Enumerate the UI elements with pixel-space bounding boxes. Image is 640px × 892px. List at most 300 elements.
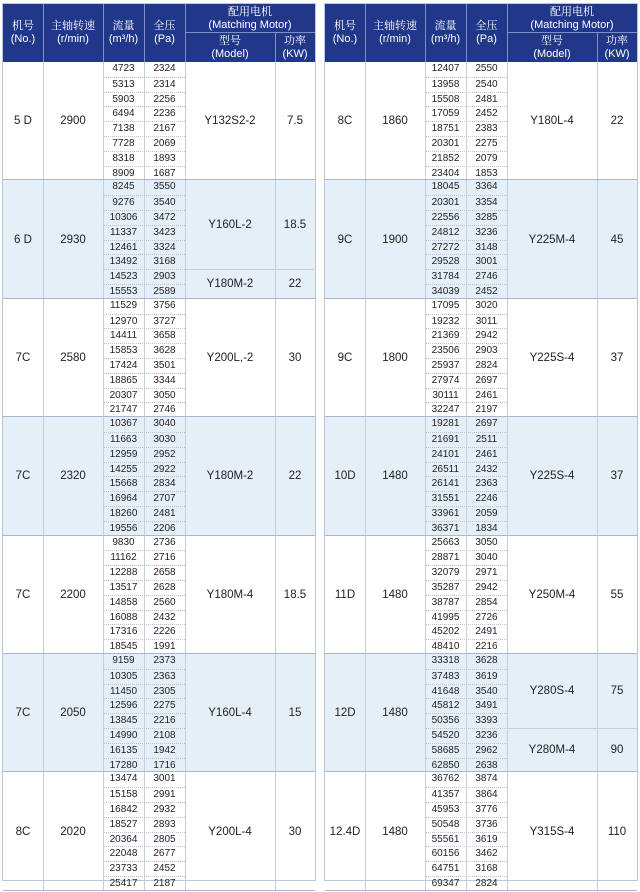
flow-value: 11450 <box>109 685 138 697</box>
flow-value: 12407 <box>431 63 460 74</box>
flow-value: 13517 <box>109 581 138 593</box>
motor-model: Y180M-2 <box>206 277 254 290</box>
table-row <box>425 536 507 551</box>
flow-value: 26141 <box>431 478 460 490</box>
pressure-value: 2893 <box>153 818 176 830</box>
pressure-value: 2707 <box>153 493 176 505</box>
flow-value: 16135 <box>109 744 138 756</box>
table-row <box>103 787 185 803</box>
pressure-value: 3540 <box>153 197 176 209</box>
pressure-value: 2952 <box>153 448 176 460</box>
pressure-value: 3462 <box>475 848 498 860</box>
speed-value: 1860 <box>382 115 408 128</box>
flow-value: 7728 <box>112 138 135 149</box>
pressure-value: 2716 <box>153 552 176 564</box>
table-row <box>425 358 507 374</box>
flow-value: 13492 <box>109 256 138 268</box>
pressure-value: 3011 <box>475 315 498 327</box>
table-row <box>103 417 185 432</box>
table-row <box>425 713 507 729</box>
pressure-value: 2854 <box>475 596 498 608</box>
table-row <box>425 180 507 195</box>
pressure-value: 3020 <box>475 299 498 311</box>
flow-value: 45202 <box>431 626 460 638</box>
flow-value: 14255 <box>109 463 138 475</box>
pressure-value: 2432 <box>153 611 176 623</box>
pressure-value: 3168 <box>153 256 176 268</box>
machine-no: 11D <box>334 588 356 601</box>
motor-power: 90 <box>610 744 624 757</box>
flow-value: 12596 <box>109 700 138 712</box>
table-row <box>103 728 185 744</box>
pressure-value: 2540 <box>475 78 498 90</box>
table-row <box>425 151 507 167</box>
pressure-value: 2481 <box>475 93 498 105</box>
table-row <box>103 254 185 270</box>
flow-value: 18545 <box>109 641 138 653</box>
speed-value: 1480 <box>382 825 408 838</box>
flow-value: 17280 <box>109 759 138 771</box>
flow-value: 12461 <box>109 241 138 253</box>
table-row <box>425 832 507 848</box>
pressure-value: 2206 <box>153 522 176 534</box>
flow-value: 45953 <box>431 803 460 815</box>
flow-value: 6494 <box>112 108 135 120</box>
flow-value: 24101 <box>431 448 460 460</box>
machine-no: 7C <box>15 588 31 601</box>
header-divider <box>425 4 426 62</box>
flow-value: 17059 <box>431 108 460 120</box>
motor-power: 7.5 <box>287 115 303 128</box>
table-row <box>103 684 185 700</box>
pressure-value: 3040 <box>475 552 498 564</box>
header-speed: 主轴转速 (r/min) <box>373 20 417 45</box>
flow-value: 19281 <box>431 418 460 430</box>
table-row-group <box>325 62 637 180</box>
pressure-value: 3423 <box>153 226 176 238</box>
flow-value: 17095 <box>431 299 460 311</box>
flow-value: 25937 <box>431 359 460 371</box>
pressure-value: 2069 <box>153 138 176 149</box>
table-row <box>425 77 507 93</box>
motor-power: 110 <box>607 825 627 838</box>
pressure-value: 2834 <box>153 478 176 490</box>
flow-value: 8909 <box>112 167 135 179</box>
pressure-value: 3776 <box>475 803 498 815</box>
flow-value: 25417 <box>109 877 138 889</box>
pressure-value: 2461 <box>475 448 498 460</box>
pressure-value: 2942 <box>475 581 498 593</box>
table-row <box>425 373 507 389</box>
machine-no: 9C <box>337 351 353 364</box>
machine-no: 12.4D <box>329 825 361 838</box>
flow-value: 50356 <box>431 715 460 727</box>
pressure-value: 3619 <box>475 670 498 682</box>
table-row <box>103 195 185 211</box>
header-flow: 流量 (m³/h) <box>108 20 139 45</box>
pressure-value: 2511 <box>475 433 498 445</box>
table-row <box>103 610 185 626</box>
flow-value: 18751 <box>431 123 460 135</box>
flow-value: 34039 <box>431 285 460 297</box>
machine-no: 10D <box>334 470 356 483</box>
pressure-value: 2373 <box>153 655 176 666</box>
flow-value: 19232 <box>431 315 460 327</box>
flow-value: 23404 <box>431 167 460 179</box>
speed-value: 2200 <box>60 588 86 601</box>
table-row <box>425 580 507 596</box>
pressure-value: 2079 <box>475 152 498 164</box>
flow-value: 11663 <box>109 433 138 445</box>
pressure-value: 2677 <box>153 848 176 860</box>
pressure-value: 2746 <box>153 404 176 416</box>
motor-divider <box>507 728 637 729</box>
flow-value: 16964 <box>109 493 138 505</box>
motor-power: 37 <box>610 470 624 483</box>
flow-value: 45812 <box>431 700 460 712</box>
flow-value: 5903 <box>112 93 135 105</box>
header-speed: 主轴转速 (r/min) <box>51 20 95 45</box>
flow-value: 60156 <box>431 848 460 860</box>
flow-value: 31551 <box>431 493 460 505</box>
table-row <box>103 861 185 877</box>
table-row <box>425 772 507 787</box>
table-row-group <box>325 772 637 890</box>
header-flow: 流量 (m³/h) <box>430 20 461 45</box>
pressure-value: 3001 <box>475 256 498 268</box>
header-model: 型号 (Model) <box>211 34 249 60</box>
flow-value: 11529 <box>109 299 138 311</box>
group-divider <box>325 890 637 891</box>
table-row <box>103 121 185 137</box>
table-row <box>103 713 185 729</box>
flow-value: 15853 <box>109 345 138 357</box>
table-row <box>103 846 185 862</box>
table-row-group <box>3 62 315 180</box>
table-row <box>103 817 185 833</box>
flow-value: 37483 <box>431 670 460 682</box>
table-row <box>425 787 507 803</box>
motor-model: Y180M-4 <box>206 588 254 601</box>
motor-power: 22 <box>288 470 302 483</box>
table-row <box>425 195 507 211</box>
flow-value: 32247 <box>431 404 460 416</box>
pressure-value: 3540 <box>475 685 498 697</box>
table-row <box>425 299 507 314</box>
table-row-group <box>3 536 315 654</box>
table-row-group <box>3 180 315 298</box>
flow-value: 36762 <box>431 773 460 785</box>
pressure-value: 2452 <box>475 108 498 120</box>
table-row <box>103 491 185 507</box>
table-row <box>103 151 185 167</box>
speed-value: 2320 <box>60 470 86 483</box>
table-row <box>103 388 185 404</box>
pressure-value: 3658 <box>153 330 176 342</box>
flow-value: 12970 <box>109 315 138 327</box>
speed-value: 2580 <box>60 351 86 364</box>
group-divider <box>3 890 315 891</box>
pressure-value: 3040 <box>153 418 176 430</box>
header-power: 功率 (KW) <box>282 34 308 60</box>
pressure-value: 2256 <box>153 93 176 105</box>
header-divider <box>365 4 366 62</box>
table-row <box>103 432 185 448</box>
pressure-value: 3550 <box>153 181 176 193</box>
pressure-value: 3756 <box>153 299 176 311</box>
table-row-group <box>325 299 637 417</box>
pressure-value: 2275 <box>153 700 176 712</box>
table-row <box>103 358 185 374</box>
table-row <box>425 314 507 330</box>
table-row <box>425 595 507 611</box>
flow-value: 11162 <box>110 552 137 564</box>
pressure-value: 2991 <box>153 789 176 801</box>
speed-value: 2050 <box>60 707 86 720</box>
table-row <box>425 254 507 270</box>
table-row <box>425 328 507 344</box>
pressure-value: 3393 <box>475 715 498 727</box>
table-row <box>425 388 507 404</box>
flow-value: 41648 <box>431 685 460 697</box>
flow-value: 13474 <box>109 773 138 785</box>
table-row-group <box>3 417 315 535</box>
header-divider <box>185 4 186 62</box>
table-row <box>103 328 185 344</box>
flow-value: 14411 <box>109 330 138 342</box>
flow-value: 28871 <box>431 552 460 564</box>
table-row-group <box>3 654 315 772</box>
table-row <box>425 447 507 463</box>
pressure-value: 2726 <box>475 611 498 623</box>
table-row <box>425 861 507 877</box>
flow-value: 54520 <box>431 730 460 741</box>
flow-value: 10367 <box>109 418 138 430</box>
flow-value: 35287 <box>431 581 460 593</box>
pressure-value: 2059 <box>475 507 498 519</box>
flow-value: 25663 <box>431 536 460 548</box>
motor-model: Y160L-2 <box>208 218 252 231</box>
pressure-value: 2236 <box>153 108 176 120</box>
table-row <box>425 136 507 152</box>
pressure-value: 2216 <box>475 641 498 653</box>
table-row <box>103 595 185 611</box>
pressure-value: 3628 <box>475 655 498 666</box>
header-matching-motor: 配用电机 (Matching Motor) <box>530 5 614 31</box>
motor-power: 30 <box>288 351 302 364</box>
flow-value: 9830 <box>112 536 135 548</box>
table-row <box>103 669 185 685</box>
table-row <box>425 610 507 626</box>
pressure-value: 3050 <box>475 536 498 548</box>
table-row <box>425 802 507 818</box>
pressure-value: 2922 <box>153 463 176 475</box>
pressure-value: 2805 <box>153 833 176 845</box>
pressure-value: 1893 <box>153 152 176 164</box>
flow-value: 14523 <box>109 271 138 283</box>
flow-value: 20307 <box>109 389 138 401</box>
flow-value: 19556 <box>109 522 138 534</box>
pressure-value: 3168 <box>475 863 498 875</box>
table-row <box>103 536 185 551</box>
flow-value: 5313 <box>112 78 135 90</box>
header-divider <box>43 4 44 62</box>
pressure-value: 3344 <box>153 374 176 386</box>
flow-value: 33318 <box>431 655 460 666</box>
motor-model: Y315S-4 <box>529 825 575 838</box>
header-pressure: 全压 (Pa) <box>153 20 176 45</box>
table-row <box>425 210 507 226</box>
table-row <box>103 299 185 314</box>
table-row <box>425 476 507 492</box>
pressure-value: 3619 <box>475 833 498 845</box>
motor-power: 55 <box>610 588 624 601</box>
table-row <box>425 240 507 256</box>
table-row-group <box>325 417 637 535</box>
table-row <box>103 654 185 669</box>
table-row <box>425 432 507 448</box>
flow-value: 14990 <box>109 730 138 741</box>
pressure-value: 2275 <box>475 138 498 149</box>
pressure-value: 2560 <box>153 596 176 608</box>
flow-value: 32079 <box>431 567 460 579</box>
table-row <box>103 106 185 122</box>
flow-value: 18045 <box>431 181 460 193</box>
pressure-value: 3285 <box>475 211 498 223</box>
motor-power: 45 <box>610 233 624 246</box>
flow-value: 22556 <box>431 211 460 223</box>
flow-value: 30111 <box>432 389 459 401</box>
table-row <box>103 832 185 848</box>
flow-value: 36371 <box>431 522 460 534</box>
pressure-value: 2197 <box>475 404 498 416</box>
machine-no: 12D <box>334 707 356 720</box>
pressure-value: 2903 <box>475 345 498 357</box>
flow-value: 21369 <box>431 330 460 342</box>
table-row <box>425 462 507 478</box>
pressure-value: 3736 <box>475 818 498 830</box>
pressure-value: 2962 <box>475 744 498 756</box>
table-row <box>103 314 185 330</box>
flow-value: 10306 <box>109 211 138 223</box>
pressure-value: 3001 <box>153 773 176 785</box>
flow-value: 4723 <box>112 63 135 74</box>
header-divider <box>103 4 104 62</box>
table-row <box>425 343 507 359</box>
table-header <box>325 4 637 62</box>
table-row <box>425 669 507 685</box>
motor-model: Y280M-4 <box>528 744 576 757</box>
table-row <box>103 743 185 759</box>
table-row <box>425 698 507 714</box>
header-divider <box>507 4 508 62</box>
flow-value: 9159 <box>112 655 135 666</box>
pressure-value: 2903 <box>153 271 176 283</box>
header-machine-no: 机号 (No.) <box>332 20 358 45</box>
motor-power: 15 <box>288 707 302 720</box>
speed-value: 1480 <box>382 470 408 483</box>
header-divider <box>185 32 315 33</box>
motor-power: 37 <box>610 351 624 364</box>
motor-model: Y200L,-2 <box>206 351 254 364</box>
table-row <box>103 136 185 152</box>
pressure-value: 2736 <box>153 536 176 548</box>
table-row <box>103 565 185 581</box>
header-power: 功率 (KW) <box>604 34 630 60</box>
table-row <box>425 491 507 507</box>
header-divider <box>597 33 598 62</box>
pressure-value: 2971 <box>475 567 498 579</box>
machine-no: 9C <box>337 233 353 246</box>
motor-model: Y180M-2 <box>206 470 254 483</box>
pressure-value: 3354 <box>475 197 498 209</box>
flow-value: 12959 <box>109 448 138 460</box>
flow-value: 8318 <box>112 152 135 164</box>
flow-value: 14858 <box>109 596 138 608</box>
flow-value: 18527 <box>109 818 138 830</box>
flow-value: 13845 <box>109 715 138 727</box>
pressure-value: 2697 <box>475 418 498 430</box>
speed-value: 2020 <box>60 825 86 838</box>
flow-value: 48410 <box>431 641 460 653</box>
flow-value: 12288 <box>109 567 138 579</box>
pressure-value: 3491 <box>475 700 498 712</box>
machine-no: 7C <box>15 351 31 364</box>
speed-value: 1900 <box>382 233 408 246</box>
motor-model: Y225S-4 <box>529 470 575 483</box>
table-row <box>103 698 185 714</box>
motor-power: 22 <box>288 277 302 290</box>
flow-value: 41357 <box>431 789 460 801</box>
motor-model: Y280S-4 <box>529 685 575 697</box>
flow-value: 16842 <box>109 803 138 815</box>
flow-value: 38787 <box>431 596 460 608</box>
table-row <box>425 106 507 122</box>
pressure-value: 1687 <box>153 167 176 179</box>
table-row <box>103 373 185 389</box>
pressure-value: 3050 <box>153 389 176 401</box>
table-row <box>103 77 185 93</box>
motor-power: 75 <box>610 685 624 697</box>
pressure-value: 2491 <box>475 626 498 638</box>
table-row <box>425 269 507 285</box>
table-row <box>425 225 507 241</box>
table-row <box>103 624 185 640</box>
pressure-value: 3472 <box>153 211 176 223</box>
header-divider <box>507 32 637 33</box>
table-row <box>103 462 185 478</box>
pressure-value: 2638 <box>475 759 498 771</box>
flow-value: 11337 <box>109 226 138 238</box>
pressure-value: 2589 <box>153 285 176 297</box>
pressure-value: 2942 <box>475 330 498 342</box>
pressure-value: 2628 <box>153 581 176 593</box>
table-row-group <box>325 536 637 654</box>
pressure-value: 2363 <box>475 478 498 490</box>
table-row <box>103 506 185 522</box>
flow-value: 58685 <box>431 744 460 756</box>
table-row-group <box>325 654 637 772</box>
header-machine-no: 机号 (No.) <box>10 20 36 45</box>
flow-value: 21852 <box>431 152 460 164</box>
motor-power: 18.5 <box>283 218 307 231</box>
table-row <box>103 802 185 818</box>
flow-value: 15158 <box>109 789 138 801</box>
machine-no: 6 D <box>14 233 32 246</box>
flow-value: 27272 <box>431 241 460 253</box>
table-row <box>103 62 185 77</box>
pressure-value: 2461 <box>475 389 498 401</box>
